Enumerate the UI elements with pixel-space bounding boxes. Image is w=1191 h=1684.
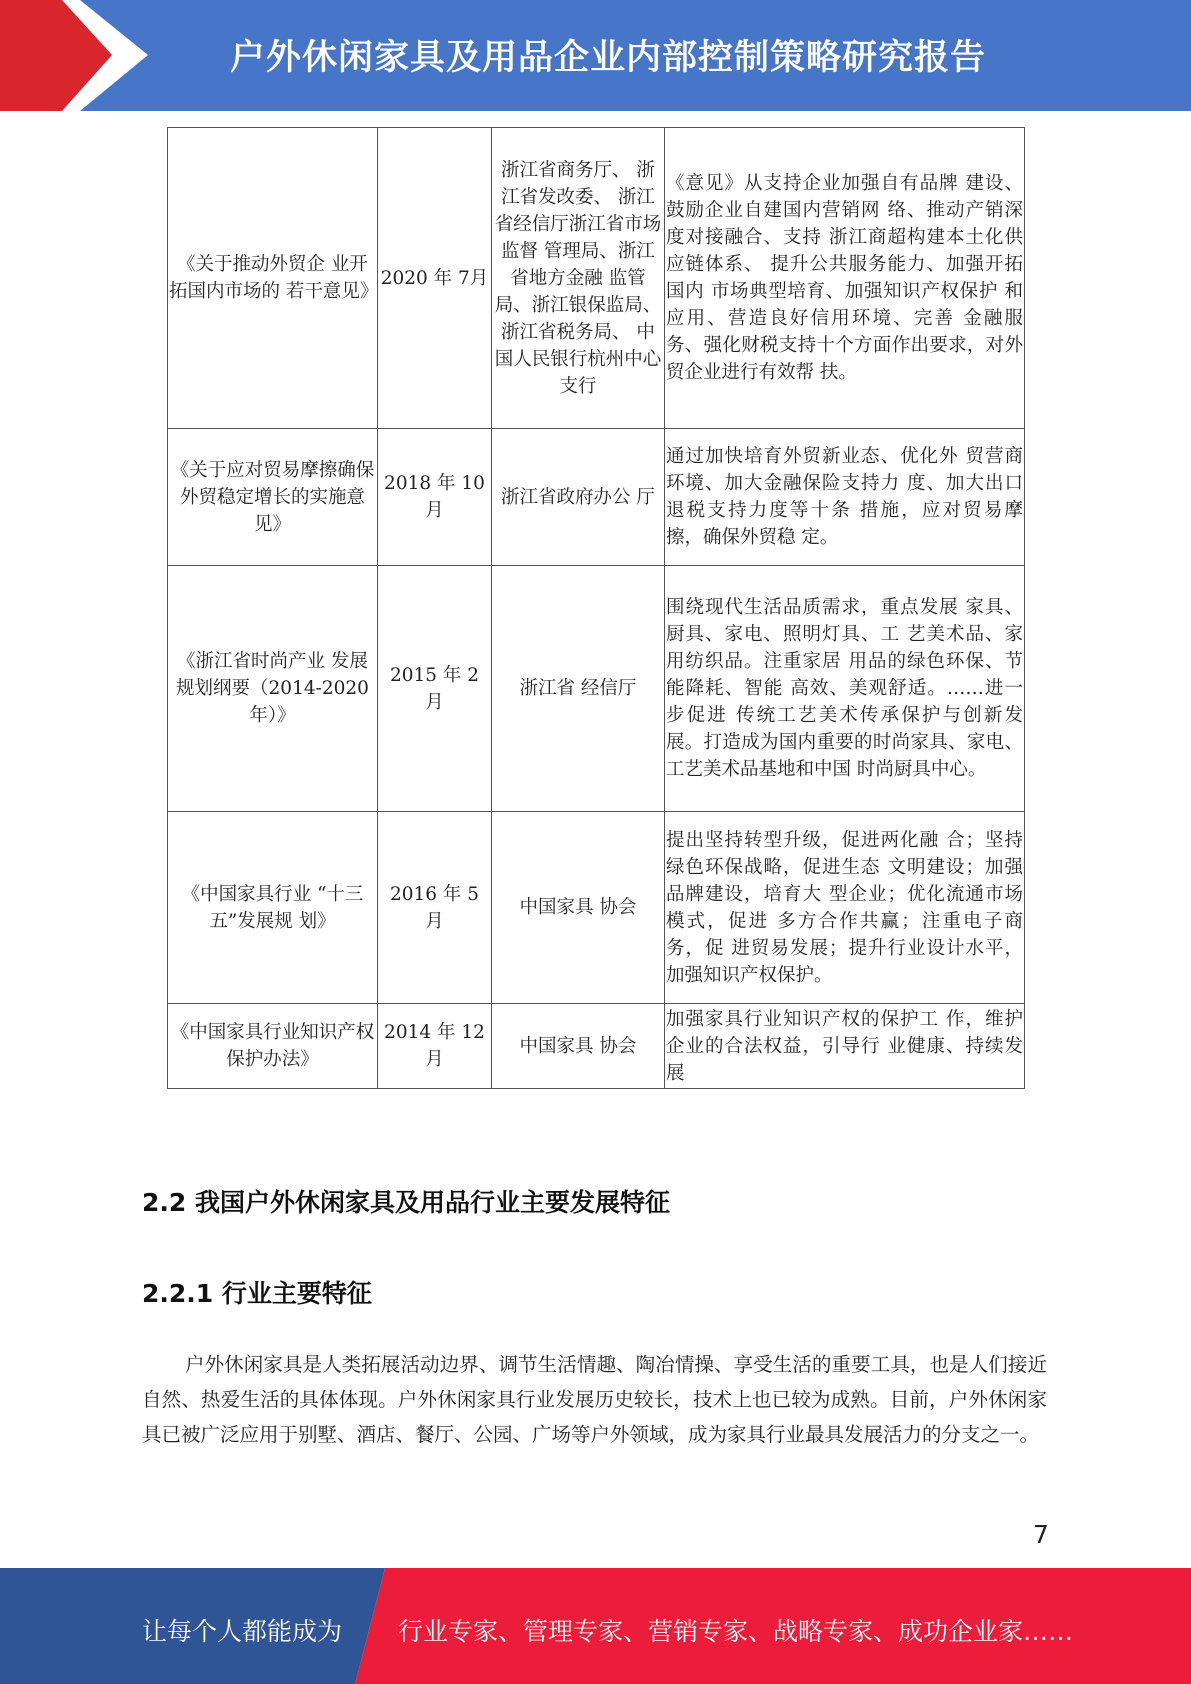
- policy-content-cell: 《意见》从支持企业加强自有品牌 建设、鼓励企业自建国内营销网 络、推动产销深度对接融合、支持 浙江商超构建本土化供应链体系、 提升公共服务能力、加强开拓国内 市场典型培育、加强知识产权保护 和应用、营造良好信用环境、完善 金融服务、强化财税支持十个方面作出要求，对外贸企业进行有效帮 扶。: [665, 128, 1025, 429]
- table-row: [168, 429, 1025, 566]
- footer-slogan-right: 行业专家、管理专家、营销专家、战略专家、成功企业家……: [398, 1617, 1074, 1646]
- policy-org-cell: 浙江省政府办公 厅: [492, 429, 665, 566]
- footer-slogan-left: 让每个人都能成为: [142, 1617, 343, 1646]
- table-row: [168, 812, 1025, 1004]
- body-paragraph: 户外休闲家具是人类拓展活动边界、调节生活情趣、陶冶情操、享受生活的重要工具，也是人们接近自然、热爱生活的具体体现。户外休闲家具行业发展历史较长，技术上也已较为成熟。目前，户外休闲家具已被广泛应用于别墅、酒店、餐厅、公园、广场等户外领域，成为家具行业最具发展活力的分支之一。: [142, 1353, 1047, 1446]
- page-number: 7: [1033, 1520, 1049, 1549]
- report-title: 户外休闲家具及用品企业内部控制策略研究报告: [230, 38, 987, 78]
- page-footer: [0, 1568, 1191, 1684]
- policy-org-cell: 浙江省 经信厅: [492, 566, 665, 812]
- policy-date-cell: 2020 年 7月: [378, 128, 492, 429]
- policy-name-cell: 《关于应对贸易摩擦确保外贸稳定增长的实施意见》: [168, 429, 378, 566]
- policy-date-cell: 2014 年 12 月: [378, 1004, 492, 1089]
- policy-name-cell: 《中国家具行业 “十三五”发展规 划》: [168, 812, 378, 1004]
- table-row: [168, 566, 1025, 812]
- policy-org-cell: 浙江省商务厅、 浙江省发改委、 浙江省经信厅浙江省市场监督 管理局、浙江省地方金融 监管局、浙江银保监局、 浙江省税务局、 中国人民银行杭州中心支行: [492, 128, 665, 429]
- policy-content-cell: 提出坚持转型升级，促进两化融 合；坚持绿色环保战略，促进生态 文明建设；加强品牌建设，培育大 型企业；优化流通市场模式，促进 多方合作共赢；注重电子商务，促 进贸易发展；提升行业设计水平， 加强知识产权保护。: [665, 812, 1025, 1004]
- section-heading: 2.2 我国户外休闲家具及用品行业主要发展特征: [142, 1188, 670, 1217]
- policy-org-cell: 中国家具 协会: [492, 812, 665, 1004]
- policy-name-cell: 《关于推动外贸企 业开拓国内市场的 若干意见》: [168, 128, 378, 429]
- policy-name-cell: 《中国家具行业知识产权保护办法》: [168, 1004, 378, 1089]
- policy-date-cell: 2018 年 10 月: [378, 429, 492, 566]
- policy-content-cell: 围绕现代生活品质需求，重点发展 家具、厨具、家电、照明灯具、工 艺美术品、家用纺织品。注重家居 用品的绿色环保、节能降耗、智能 高效、美观舒适。……进一步促进 传统工艺美术传承保护与创新发 展。打造成为国内重要的时尚家具、家电、工艺美术品基地和中国 时尚厨具中心。: [665, 566, 1025, 812]
- policy-date-cell: 2015 年 2 月: [378, 566, 492, 812]
- policy-content-cell: 通过加快培育外贸新业态、优化外 贸营商环境、加大金融保险支持力 度、加大出口退税支持力度等十条 措施，应对贸易摩擦，确保外贸稳 定。: [665, 429, 1025, 566]
- policy-name-cell: 《浙江省时尚产业 发展规划纲要（2014-2020 年）》: [168, 566, 378, 812]
- policy-table: [167, 127, 1025, 1089]
- page-header: [0, 0, 1191, 111]
- table-row: [168, 128, 1025, 429]
- policy-org-cell: 中国家具 协会: [492, 1004, 665, 1089]
- policy-date-cell: 2016 年 5 月: [378, 812, 492, 1004]
- policy-content-cell: 加强家具行业知识产权的保护工 作，维护企业的合法权益，引导行 业健康、持续发展: [665, 1004, 1025, 1089]
- table-row: [168, 1004, 1025, 1089]
- subsection-heading: 2.2.1 行业主要特征: [142, 1279, 372, 1308]
